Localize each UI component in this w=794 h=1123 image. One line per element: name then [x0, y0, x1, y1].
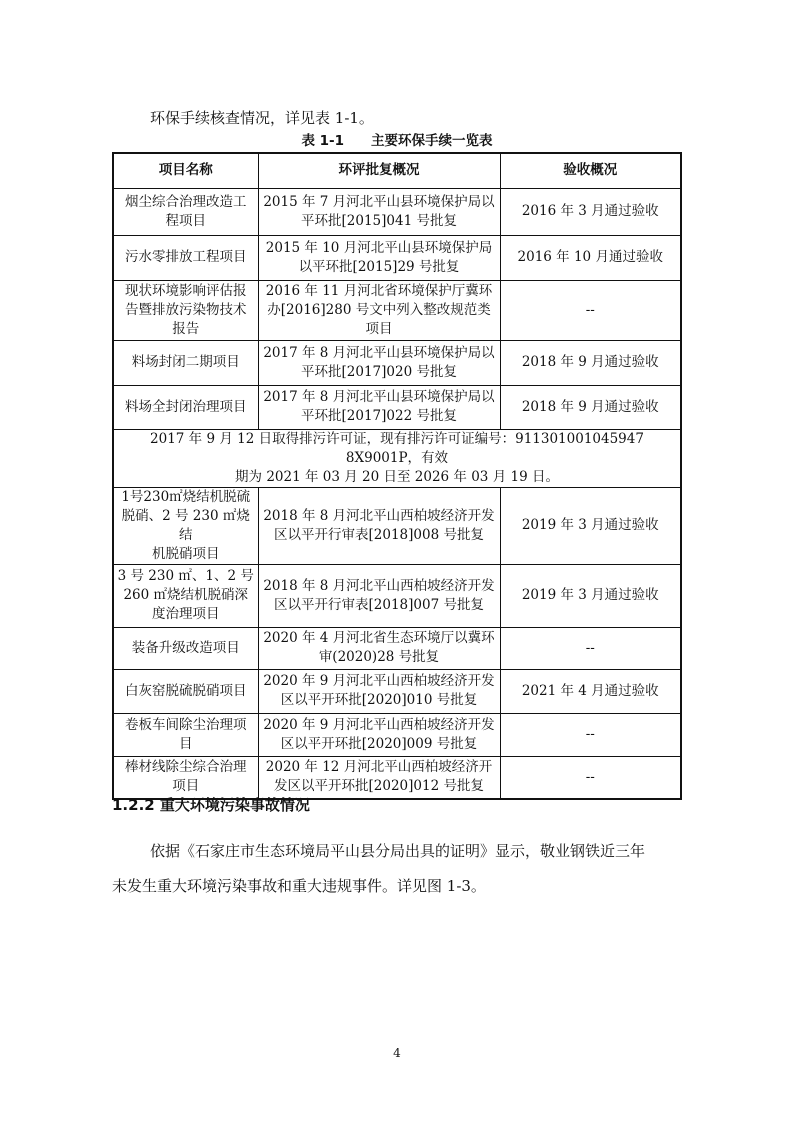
table-row [113, 340, 681, 385]
table-row [113, 669, 681, 713]
table-row [113, 235, 681, 280]
intro-text: 环保手续核查情况，详见表 1-1。 [150, 109, 374, 127]
column-header: 项目名称 [113, 153, 258, 188]
approval-cell: 2020 年 12 月河北平山西柏坡经济开 发区以平开环批[2020]012 号批复 [258, 756, 500, 799]
page-number: 4 [393, 1046, 401, 1060]
project-name-cell: 白灰窑脱硫脱硝项目 [113, 669, 258, 713]
permit-note-row [113, 429, 681, 487]
project-name-cell: 棒材线除尘综合治理 项目 [113, 756, 258, 799]
project-name-cell: 污水零排放工程项目 [113, 235, 258, 280]
approval-cell: 2020 年 9 月河北平山西柏坡经济开发 区以平开环批[2020]009 号批复 [258, 713, 500, 756]
project-name-cell: 料场全封闭治理项目 [113, 385, 258, 429]
project-name-cell: 烟尘综合治理改造工 程项目 [113, 188, 258, 235]
column-header: 环评批复概况 [258, 153, 500, 188]
acceptance-cell: 2018 年 9 月通过验收 [500, 340, 681, 385]
acceptance-cell: 2021 年 4 月通过验收 [500, 669, 681, 713]
paragraph-line: 未发生重大环境污染事故和重大违规事件。详见图 1-3。 [112, 877, 486, 895]
project-name-cell: 3 号 230 ㎡、1、2 号 260 ㎡烧结机脱硝深 度治理项目 [113, 564, 258, 627]
table-header-row [113, 153, 681, 188]
approval-cell: 2017 年 8 月河北平山县环境保护局以 平环批[2017]020 号批复 [258, 340, 500, 385]
section-heading: 1.2.2 重大环境污染事故情况 [112, 796, 310, 814]
project-name-cell: 装备升级改造项目 [113, 627, 258, 669]
acceptance-cell: 2019 年 3 月通过验收 [500, 487, 681, 564]
table-row [113, 188, 681, 235]
table-row [113, 756, 681, 799]
approval-cell: 2018 年 8 月河北平山西柏坡经济开发 区以平开行审表[2018]008 号批复 [258, 487, 500, 564]
acceptance-cell: 2018 年 9 月通过验收 [500, 385, 681, 429]
acceptance-cell: -- [500, 756, 681, 799]
project-name-cell: 卷板车间除尘治理项 目 [113, 713, 258, 756]
table-row [113, 564, 681, 627]
permits-table [112, 152, 682, 800]
approval-cell: 2015 年 10 月河北平山县环境保护局 以平环批[2015]29 号批复 [258, 235, 500, 280]
table-row [113, 280, 681, 340]
table-row [113, 385, 681, 429]
approval-cell: 2020 年 9 月河北平山西柏坡经济开发 区以平开环批[2020]010 号批复 [258, 669, 500, 713]
project-name-cell: 现状环境影响评估报 告暨排放污染物技术 报告 [113, 280, 258, 340]
acceptance-cell: -- [500, 280, 681, 340]
acceptance-cell: -- [500, 627, 681, 669]
acceptance-cell: 2016 年 10 月通过验收 [500, 235, 681, 280]
acceptance-cell: 2016 年 3 月通过验收 [500, 188, 681, 235]
table-row [113, 487, 681, 564]
permit-note-cell: 2017 年 9 月 12 日取得排污许可证，现有排污许可证编号：911301001045947​8X9001P，有效 期为 2021 年 03 月 20 日至 2026 年 03 月 19 日。 [113, 429, 681, 487]
approval-cell: 2015 年 7 月河北平山县环境保护局以 平环批[2015]041 号批复 [258, 188, 500, 235]
acceptance-cell: -- [500, 713, 681, 756]
approval-cell: 2020 年 4 月河北省生态环境厅以冀环 审(2020)28 号批复 [258, 627, 500, 669]
table-caption: 表 1-1 主要环保手续一览表 [301, 133, 493, 149]
table-row [113, 627, 681, 669]
table-row [113, 713, 681, 756]
paragraph-line: 依据《石家庄市生态环境局平山县分局出具的证明》显示，敬业钢铁近三年 [150, 842, 646, 860]
project-name-cell: 1号230㎡烧结机脱硫 脱硝、2 号 230 ㎡烧结 机脱硝项目 [113, 487, 258, 564]
approval-cell: 2017 年 8 月河北平山县环境保护局以 平环批[2017]022 号批复 [258, 385, 500, 429]
acceptance-cell: 2019 年 3 月通过验收 [500, 564, 681, 627]
approval-cell: 2016 年 11 月河北省环境保护厅冀环 办[2016]280 号文中列入整改规范类 项目 [258, 280, 500, 340]
approval-cell: 2018 年 8 月河北平山西柏坡经济开发 区以平开行审表[2018]007 号批复 [258, 564, 500, 627]
column-header: 验收概况 [500, 153, 681, 188]
project-name-cell: 料场封闭二期项目 [113, 340, 258, 385]
